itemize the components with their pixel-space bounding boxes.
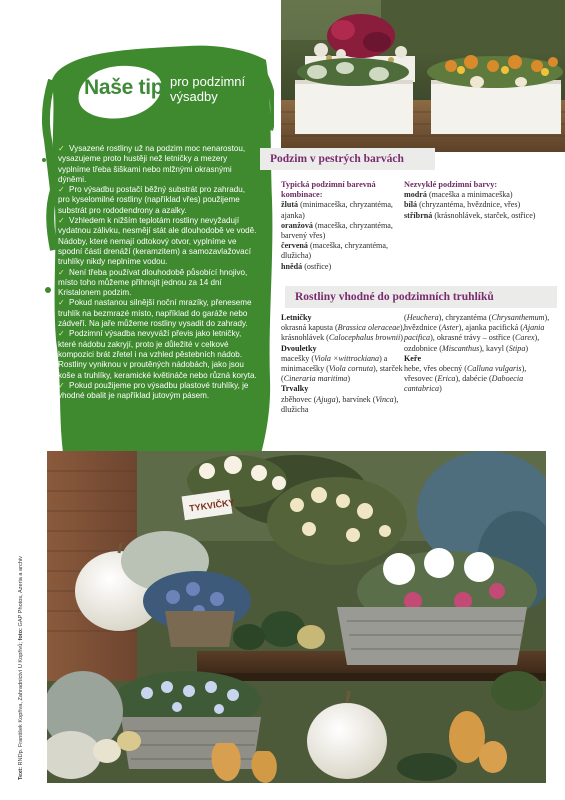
- plant-group-text: okrasná kapusta (Brassica oleraceae), krásnohlávek (Calocephalus brownii): [281, 323, 405, 343]
- tip-item: ✓ Pokud nastanou silnější noční mrazíky, přeneseme truhlík na bezmrazé místo, například do garáže nebo zádveří. Na jaře můžeme rostliny vysadit do zahrady.: [58, 298, 252, 329]
- plant-group-title: Dvouletky: [281, 343, 317, 353]
- color-item: žlutá (minimaceška, chryzantéma, ajanka): [281, 200, 393, 220]
- plant-group: [281, 344, 407, 385]
- check-icon: ✓: [58, 329, 65, 339]
- tykvicky-sign-text: TYKVIČKY: [188, 497, 236, 514]
- tip-item: ✓ Není třeba používat dlouhodobě působící hnojivo, místo toho můžeme přihnojit jednou za 14 dní Kristalonem podzim.: [58, 267, 248, 298]
- photo-credit: Text: RNDр. František Kopřiva, Zahradnictví U Kopřivů; foto: GAP Photos, Azeria a archiv: [18, 556, 24, 780]
- planters-photo-art: [281, 0, 565, 152]
- tip-item: ✓ Vzhledem k nižším teplotám rostliny nevyžadují vydatnou zálivku, nesmějí stát ale dlouhodobě ve vodě. Nádoby, které nemají odtokový otvor, vyplníme ve spodní části drenáží (keramzitem) a samozavlažovací truhlíky nikdy neplníme vodou.: [58, 216, 257, 267]
- colors-unusual-heading: Nezvyklé podzimní barvy:: [404, 180, 498, 189]
- plant-group-continued: [404, 313, 554, 354]
- planters-photo: [281, 0, 565, 152]
- tip-item: ✓ Pro výsadbu postačí běžný substrát pro zahradu, pro kyselomilné rostliny (například vřes) použijeme substrát pro rododendrony a azalky.: [58, 185, 245, 215]
- tips-title: Naše tipy: [84, 76, 175, 99]
- plants-right-column: [404, 313, 554, 395]
- tips-panel: [38, 40, 274, 470]
- plant-group-text: macešky (Viola ×wittrockiana) a minimacešky (Viola cornuta), starček (Cineraria maritima): [281, 353, 403, 384]
- plants-section-heading: Rostliny vhodné do podzimních truhlíků: [285, 286, 557, 308]
- plant-group-text: (Heuchera), chryzantéma (Chrysanthemum), hvězdnice (Aster), ajanka pacifická (Ajania pacifica), okrasné trávy – ostřice (Carex), ozdobnice (Miscanthus), kavyl (Stipa): [404, 313, 550, 353]
- color-item: hnědá (ostřice): [281, 261, 332, 271]
- check-icon: ✓: [58, 298, 65, 308]
- tip-item: ✓ Vysazené rostliny už na podzim moc nenarostou, vysazujeme proto hustěji než letničky a mezery vyplníme třeba šiškami nebo mlžnými okrasnými dýněmi.: [58, 144, 246, 184]
- plant-group-title: Letničky: [281, 313, 312, 322]
- colors-section-heading: Podzim v pestrých barvách: [260, 148, 435, 170]
- plant-group: [281, 313, 407, 344]
- plant-group-title: Trvalky: [281, 384, 309, 394]
- plant-group: [404, 354, 554, 395]
- colors-typical-heading: Typická podzimní barevná kombinace:: [281, 180, 376, 200]
- baskets-photo-art: [47, 451, 546, 783]
- color-item: bílá (chryzantéma, hvězdnice, vřes): [404, 200, 521, 210]
- check-icon: ✓: [58, 267, 65, 277]
- color-item: modrá (maceška a minimaceška): [404, 190, 513, 200]
- check-icon: ✓: [58, 216, 65, 226]
- tips-title-block: [78, 64, 278, 128]
- colors-unusual-column: [404, 180, 554, 221]
- plant-group-text: hebe, vřes obecný (Calluna vulgaris), vřesovec (Erica), dabécie (Daboecia cantabrica): [404, 364, 527, 394]
- tip-item: ✓ Podzimní výsadba nevyváží převis jako letničky, které nádobu zakryjí, proto je důležité v celkové kompozici brát zřetel i na vzhled pěstebních nádob. Rostliny vyniknou v proutěných nádobách, jako jsou koše a truhlíky, keramické květináče nebo různá koryta.: [58, 329, 257, 380]
- plant-group-title: Keře: [404, 353, 422, 363]
- check-icon: ✓: [58, 380, 65, 390]
- tips-subtitle: pro podzimní výsadby: [170, 74, 246, 104]
- color-item: červená (maceška, chryzantéma, dlužicha): [281, 241, 388, 261]
- color-item: oranžová (maceška, chryzantéma, barvený vřes): [281, 220, 393, 241]
- plant-group-text: zběhovec (Ajuga), barvínek (Vinca), dlužicha: [281, 394, 399, 414]
- check-icon: ✓: [58, 185, 65, 195]
- plants-left-column: [281, 313, 407, 415]
- plant-group: [281, 384, 407, 415]
- colors-typical-column: [281, 180, 407, 272]
- tip-item: ✓ Pokud použijeme pro výsadbu plastové truhlíky, je vhodné obalit je například jutovým pásem.: [58, 380, 249, 401]
- baskets-photo: [47, 451, 546, 783]
- tips-list: [58, 144, 258, 401]
- check-icon: ✓: [58, 144, 65, 153]
- color-item: stříbrná (krásnohlávek, starček, ostřice): [404, 210, 536, 220]
